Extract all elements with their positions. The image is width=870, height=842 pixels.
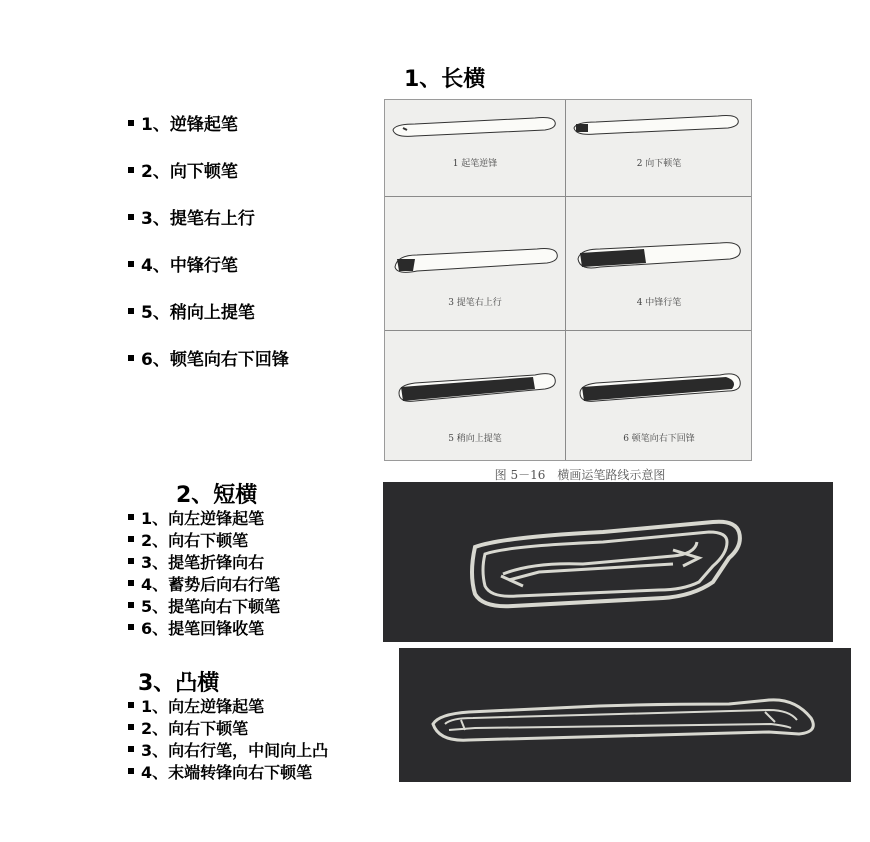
panel-label: 4 中锋行笔 bbox=[636, 298, 682, 308]
section-2-title: 2、短横 bbox=[176, 483, 258, 508]
convex-stroke-photo bbox=[399, 648, 851, 782]
list-item bbox=[128, 594, 280, 616]
bullet-icon bbox=[128, 536, 134, 542]
bullet-icon bbox=[128, 308, 134, 314]
list-item bbox=[128, 760, 328, 782]
list-item bbox=[128, 193, 289, 240]
bullet-icon bbox=[128, 746, 134, 752]
bullet-icon bbox=[128, 580, 134, 586]
step-text: 1、逆锋起笔 bbox=[141, 115, 238, 135]
step-text: 5、稍向上提笔 bbox=[141, 303, 255, 323]
bullet-icon bbox=[128, 214, 134, 220]
list-item bbox=[128, 240, 289, 287]
stroke-outline-icon bbox=[566, 197, 752, 287]
list-item bbox=[128, 146, 289, 193]
bullet-icon bbox=[128, 702, 134, 708]
step-text: 1、向左逆锋起笔 bbox=[141, 508, 265, 528]
section-1-title: 1、长横 bbox=[404, 67, 486, 92]
list-item bbox=[128, 716, 328, 738]
step-text: 6、提笔回锋收笔 bbox=[141, 618, 265, 638]
panel-label: 5 稍向上提笔 bbox=[448, 434, 502, 444]
list-item bbox=[128, 287, 289, 334]
step-text: 2、向右下顿笔 bbox=[141, 718, 249, 738]
convex-stroke-path-icon bbox=[399, 648, 851, 782]
stroke-outline-icon bbox=[385, 331, 565, 421]
panel-label: 1 起笔逆锋 bbox=[452, 159, 498, 169]
step-text: 4、末端转锋向右下顿笔 bbox=[141, 762, 313, 782]
list-item bbox=[128, 528, 280, 550]
step-text: 4、中锋行笔 bbox=[141, 256, 238, 276]
bullet-icon bbox=[128, 768, 134, 774]
list-item bbox=[128, 738, 328, 760]
stroke-outline-icon bbox=[566, 331, 752, 421]
list-item bbox=[128, 99, 289, 146]
section-2-steps bbox=[128, 506, 280, 638]
diagram-panel-4 bbox=[566, 197, 752, 330]
bullet-icon bbox=[128, 558, 134, 564]
bullet-icon bbox=[128, 120, 134, 126]
step-text: 3、向右行笔，中间向上凸 bbox=[141, 740, 329, 760]
list-item bbox=[128, 506, 280, 528]
stroke-outline-icon bbox=[385, 100, 565, 160]
bullet-icon bbox=[128, 261, 134, 267]
bullet-icon bbox=[128, 724, 134, 730]
section-3-title: 3、凸横 bbox=[138, 671, 220, 696]
step-text: 6、顿笔向右下回锋 bbox=[141, 350, 289, 370]
stroke-outline-icon bbox=[566, 100, 752, 160]
bullet-icon bbox=[128, 355, 134, 361]
step-text: 2、向下顿笔 bbox=[141, 162, 238, 182]
step-text: 4、蓄势后向右行笔 bbox=[141, 574, 281, 594]
list-item bbox=[128, 616, 280, 638]
diagram-panel-3 bbox=[385, 197, 565, 330]
panel-label: 2 向下顿笔 bbox=[636, 159, 682, 169]
list-item bbox=[128, 334, 289, 381]
bullet-icon bbox=[128, 167, 134, 173]
step-text: 5、提笔向右下顿笔 bbox=[141, 596, 281, 616]
panel-label: 6 顿笔向右下回锋 bbox=[623, 434, 695, 444]
step-text: 1、向左逆锋起笔 bbox=[141, 696, 265, 716]
diagram-panel-1 bbox=[385, 100, 565, 196]
figure-caption: 图 5－16 横画运笔路线示意图 bbox=[494, 468, 666, 482]
panel-label: 3 提笔右上行 bbox=[448, 298, 502, 308]
step-text: 2、向右下顿笔 bbox=[141, 530, 249, 550]
diagram-panel-2 bbox=[566, 100, 752, 196]
bullet-icon bbox=[128, 624, 134, 630]
list-item bbox=[128, 572, 280, 594]
diagram-panel-5 bbox=[385, 331, 565, 461]
diagram-panel-6 bbox=[566, 331, 752, 461]
section-3-steps bbox=[128, 694, 328, 782]
list-item bbox=[128, 550, 280, 572]
stroke-diagram-grid bbox=[384, 99, 752, 461]
short-stroke-path-icon bbox=[383, 482, 833, 642]
list-item bbox=[128, 694, 328, 716]
bullet-icon bbox=[128, 514, 134, 520]
section-1-steps bbox=[128, 99, 289, 381]
bullet-icon bbox=[128, 602, 134, 608]
step-text: 3、提笔折锋向右 bbox=[141, 552, 265, 572]
short-stroke-photo bbox=[383, 482, 833, 642]
stroke-outline-icon bbox=[385, 197, 565, 287]
step-text: 3、提笔右上行 bbox=[141, 209, 255, 229]
